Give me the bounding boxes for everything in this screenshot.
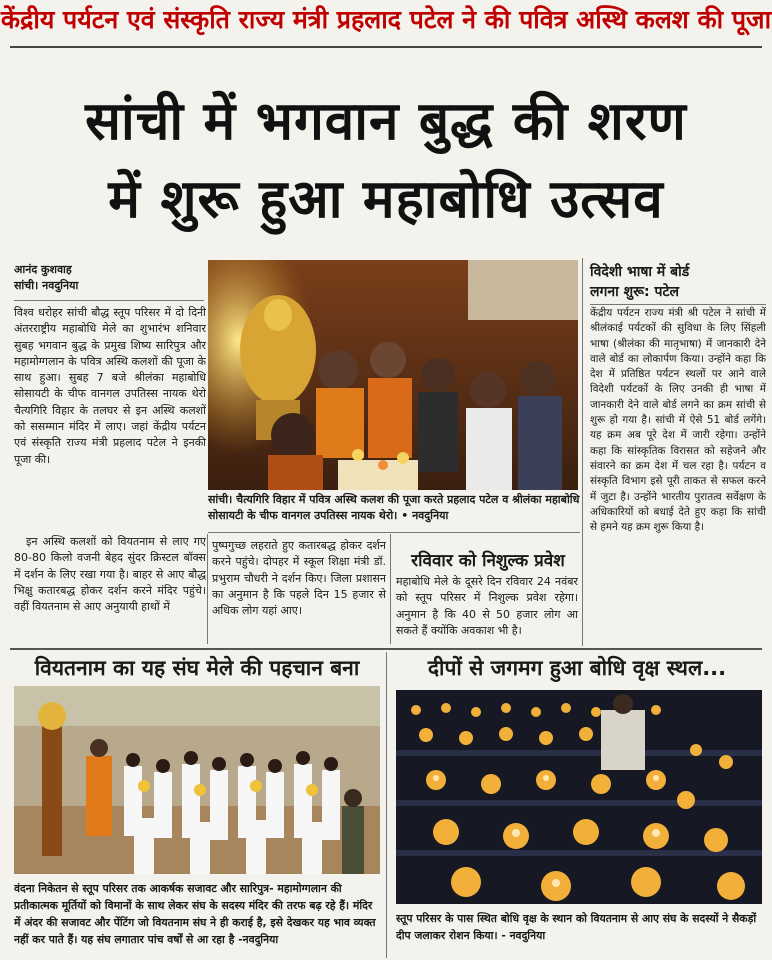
diya-caption-text: स्तूप परिसर के पास स्थित बोधि वृक्ष के स्थान को वियतनाम से आए संघ के सदस्यों ने सैकड़ों दीप जलाकर रोशन किया। xyxy=(396,912,757,942)
vietnam-caption-credit: -नवदुनिया xyxy=(238,933,279,946)
caption-text: चैत्यगिरि विहार में पवित्र अस्थि कलश की पूजा करते प्रहलाद पटेल व श्रीलंका महाबोधि सोसायटी के चीफ वानगल उपतिस्स नायक थेरो। xyxy=(208,493,580,522)
column-separator-1 xyxy=(207,534,208,644)
caption-divider xyxy=(208,532,580,533)
main-photo xyxy=(208,260,578,490)
main-photo-caption xyxy=(208,492,580,526)
sidebar-divider xyxy=(590,304,766,305)
diya-section-heading: दीपों से जगमग हुआ बोधि वृक्ष स्थल... xyxy=(427,656,727,680)
vietnam-section-heading: वियतनाम का यह संघ मेले की पहचान बना xyxy=(34,656,360,680)
top-rule xyxy=(10,46,762,48)
headline-line-2: में शुरू हुआ महाबोधि उत्सव xyxy=(108,169,664,230)
caption-credit: • नवदुनिया xyxy=(401,509,449,522)
caption-place: सांची। xyxy=(208,493,233,506)
procession-photo-illustration xyxy=(14,686,380,874)
sidebar-separator xyxy=(582,258,583,646)
sidebar-heading-line-2: लगना शुरू: पटेल xyxy=(590,284,680,300)
sunday-entry-text: महाबोधि मेले के दूसरे दिन रविवार 24 नवंबर को स्तूप परिसर में निशुल्क प्रवेश रहेगा। अनुमान है कि 40 से 50 हजार लोग आ सकते हैं क्योंकि अवकाश भी है। xyxy=(396,575,578,637)
vietnam-procession-photo xyxy=(14,686,380,874)
diya-lamps-photo xyxy=(396,690,762,904)
vietnam-caption xyxy=(14,880,380,960)
article-column-2: पुष्पगुच्छ लहराते हुए कतारबद्ध होकर दर्शन करने पहुंचे। दोपहर में स्कूल शिक्षा मंत्री डॉ. प्रभुराम चौधरी ने दर्शन किए। जिला प्रशासन का अनुमान है कि पहले दिन 15 हजार से अधिक लोग यहां आए। xyxy=(212,539,386,618)
sidebar-heading xyxy=(590,262,765,302)
bottom-column-separator xyxy=(386,652,387,958)
column-separator-2 xyxy=(390,534,391,644)
byline-place: सांची। नवदुनिया xyxy=(14,279,79,292)
section-rule xyxy=(10,648,762,650)
article-column-1b: इन अस्थि कलशों को वियतनाम से लाए गए 80-80 किलो वजनी बेहद सुंदर क्रिस्टल बॉक्स में दर्शन के लिए रखा गया है। बाहर से आए बौद्ध भिक्षु कतारबद्ध होकर दर्शन करने मंदिर पहुंचे। वहीं वियतनाम से आए अनुयायी हाथों में xyxy=(14,535,206,614)
lamps-photo-illustration xyxy=(396,690,762,904)
worship-photo-illustration xyxy=(208,260,578,490)
sidebar-text: केंद्रीय पर्यटन राज्य मंत्री श्री पटेल ने सांची में श्रीलंकाई पर्यटकों की सुविधा के लिए सिंहली भाषा (श्रीलंका की मातृभाषा) में जानकारी देने वाले बोर्ड का लोकार्पण किया। उन्होंने कहा कि देश में प्रतिष्ठित पर्यटन स्थलों पर आने वाले विदेशी पर्यटकों के लिए उनकी ही भाषा में जानकारी देने वाले बोर्ड लगने का क्रम सांची से शुरू हो गया है। सांची में ऐसे 51 बोर्ड लगेंगे। यह क्रम अब पूरे देश में जारी रहेगा। उन्होंने कहा कि सांस्कृतिक विरासत को सहेजने और संवारने का क्रम देश में चल रहा है। पर्यटन व संस्कृति विभाग इसे पूरी ताकत से सफल करने में जुटा है। उन्होंने भारतीय पुरातत्व सर्वेक्षण के अधिकारियों को बधाई देते हुए कहा कि सांची से हमने यह क्रम शुरू किया है। xyxy=(590,307,766,534)
diya-caption xyxy=(396,910,762,956)
article-column-1: विश्व धरोहर सांची बौद्ध स्तूप परिसर में दो दिनी अंतरराष्ट्रीय महाबोधि मेले का शुभारंभ शनिवार सुबह भगवान बुद्ध के प्रमुख शिष्य सारिपुत्र और महामोग्गलान के पवित्र अस्थि कलशों की पूजा के साथ हुआ। सुबह 7 बजे श्रीलंका महाबोधि सोसायटी के चीफ वानगल उपतिस्स नायक थेरो चैत्यगिरि विहार के तलघर से इन अस्थि कलशों को ससम्मान मंदिर में लाए। जहां केंद्रीय पर्यटन एवं संस्कृति राज्य मंत्री प्रहलाद पटेल ने इनकी पूजा की। xyxy=(14,306,206,466)
sunday-entry-heading: रविवार को निशुल्क प्रवेश xyxy=(411,551,565,571)
byline-author: आनंद कुशवाह xyxy=(14,263,72,276)
headline-line-1: सांची में भगवान बुद्ध की शरण xyxy=(85,91,687,152)
sidebar-heading-line-1: विदेशी भाषा में बोर्ड xyxy=(590,264,690,280)
byline xyxy=(14,262,204,294)
byline-divider xyxy=(14,300,204,301)
diya-caption-credit: - नवदुनिया xyxy=(501,929,546,942)
kicker-line: केंद्रीय पर्यटन एवं संस्कृति राज्य मंत्री प्रहलाद पटेल ने की पवित्र अस्थि कलश की पूजा xyxy=(0,5,772,34)
vietnam-caption-text: वंदना निकेतन से स्तूप परिसर तक आकर्षक सजावट और सारिपुत्र- महामोग्गलान की प्रतीकात्मक मूर्तियों को विमानों के साथ लेकर संघ के सदस्य मंदिर की तरफ बढ़ रहे हैं। मंदिर में अंदर की सजावट और पेंटिंग जो वियतनाम संघ ने ही कराई है, इसे देखकर यह भाव व्यक्त नहीं कर पाते हैं। यह संघ लगातार पांच वर्षों से आ रहा है xyxy=(14,882,376,946)
